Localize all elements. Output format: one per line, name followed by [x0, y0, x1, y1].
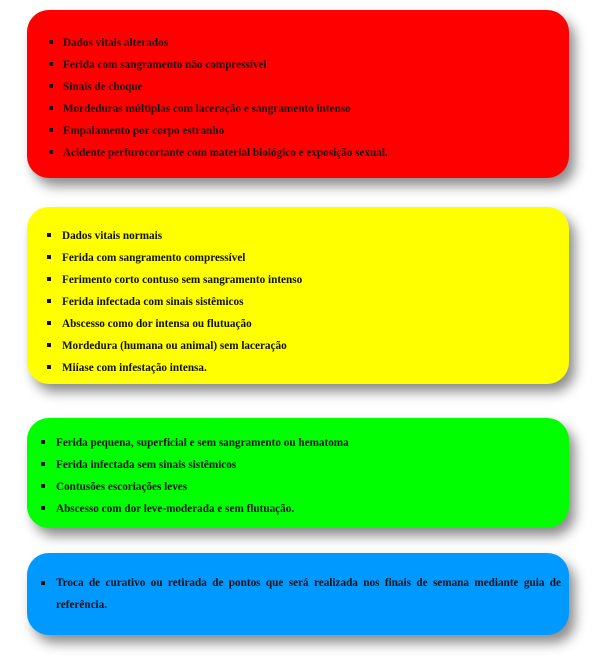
square-bullet-icon [47, 343, 51, 347]
list-item: Miíase com infestação intensa. [47, 357, 569, 379]
square-bullet-icon [49, 106, 53, 110]
list-item: Abscesso como dor intensa ou flutuação [47, 313, 569, 335]
list-item: Ferida com sangramento não compressível [49, 54, 569, 76]
list-item: Mordeduras múltiplas com laceração e sangramento intenso [49, 98, 569, 120]
list-item: Empalamento por corpo estranho [49, 120, 569, 142]
square-bullet-icon [49, 40, 53, 44]
list-item: Ferimento corto contuso sem sangramento intenso [47, 269, 569, 291]
list-item: Abscesso com dor leve-moderada e sem flutuação. [41, 498, 569, 520]
list-item: Ferida pequena, superficial e sem sangramento ou hematoma [41, 432, 569, 454]
square-bullet-icon [41, 581, 45, 585]
square-bullet-icon [49, 84, 53, 88]
list-item: Contusões escoriações leves [41, 476, 569, 498]
red-criteria-list [49, 32, 569, 164]
red-priority-card [27, 10, 569, 178]
blue-priority-card [27, 553, 569, 635]
list-item: Sinais de choque [49, 76, 569, 98]
list-item: Dados vitais alterados [49, 32, 569, 54]
list-item: Dados vitais normais [47, 225, 569, 247]
list-item: Ferida com sangramento compressível [47, 247, 569, 269]
square-bullet-icon [41, 506, 45, 510]
square-bullet-icon [47, 299, 51, 303]
yellow-priority-card [27, 207, 569, 384]
square-bullet-icon [47, 365, 51, 369]
square-bullet-icon [49, 150, 53, 154]
square-bullet-icon [47, 255, 51, 259]
list-item: Troca de curativo ou retirada de pontos que será realizada nos finais de semana mediante guia de referência. [41, 572, 561, 616]
square-bullet-icon [49, 128, 53, 132]
square-bullet-icon [47, 321, 51, 325]
yellow-criteria-list [47, 225, 569, 379]
square-bullet-icon [41, 462, 45, 466]
square-bullet-icon [47, 233, 51, 237]
list-item: Ferida infectada sem sinais sistêmicos [41, 454, 569, 476]
square-bullet-icon [41, 484, 45, 488]
list-item: Acidente perfurocortante com material biológico e exposição sexual. [49, 142, 569, 164]
list-item: Ferida infectada com sinais sistêmicos [47, 291, 569, 313]
square-bullet-icon [49, 62, 53, 66]
blue-criteria-list [41, 572, 569, 616]
list-item: Mordedura (humana ou animal) sem laceração [47, 335, 569, 357]
green-priority-card [27, 418, 569, 528]
square-bullet-icon [41, 440, 45, 444]
green-criteria-list [41, 432, 569, 520]
square-bullet-icon [47, 277, 51, 281]
